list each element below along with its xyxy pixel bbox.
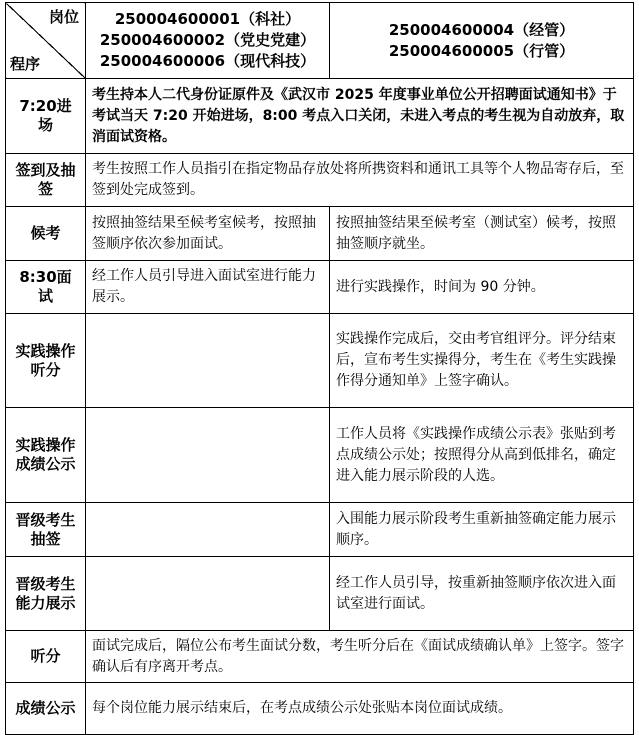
row-waiting: [6, 207, 634, 261]
step-label: 听分: [6, 631, 86, 683]
row-practical-score: [6, 314, 634, 408]
step-label: 晋级考生能力展示: [6, 557, 86, 631]
step-text-group-a: 按照抽签结果至候考室候考，按照抽签顺序依次参加面试。: [86, 207, 330, 261]
step-text-group-a: [86, 503, 330, 557]
step-label: 7:20进场: [6, 79, 86, 154]
step-text: 每个岗位能力展示结束后，在考点成绩公示处张贴本岗位面试成绩。: [86, 683, 634, 735]
header-procedure-label: 程序: [10, 55, 41, 73]
row-entry: [6, 79, 634, 154]
step-text-group-a: [86, 408, 330, 503]
step-text: 面试完成后，隔位公布考生面试分数，考生听分后在《面试成绩确认单》上签字。签字确认后有序离开考点。: [86, 631, 634, 683]
step-label: 8:30面试: [6, 261, 86, 314]
position-code: 250004600006（现代科技）: [99, 52, 316, 70]
position-code: 250004600002（党史党建）: [99, 31, 316, 49]
step-text-group-b: 工作人员将《实践操作成绩公示表》张贴到考点成绩公示处；按照得分从高到低排名，确定进入能力展示阶段的人选。: [330, 408, 634, 503]
row-interview: [6, 261, 634, 314]
step-text-group-a: [86, 314, 330, 408]
row-score-listening: [6, 631, 634, 683]
header-corner-cell: [6, 3, 86, 79]
header-group-b: [330, 3, 634, 79]
step-label: 实践操作成绩公示: [6, 408, 86, 503]
interview-procedure-table: [5, 2, 634, 735]
step-text-group-a: 经工作人员引导进入面试室进行能力展示。: [86, 261, 330, 314]
row-finalist-showcase: [6, 557, 634, 631]
step-label: 成绩公示: [6, 683, 86, 735]
step-label: 晋级考生抽签: [6, 503, 86, 557]
step-label: 候考: [6, 207, 86, 261]
row-practical-publish: [6, 408, 634, 503]
step-text-group-b: 经工作人员引导，按重新抽签顺序依次进入面试室进行面试。: [330, 557, 634, 631]
step-text: 考生按照工作人员指引在指定物品存放处将所携资料和通讯工具等个人物品寄存后，至签到处完成签到。: [86, 154, 634, 207]
row-finalist-draw: [6, 503, 634, 557]
step-text-group-b: 入围能力展示阶段考生重新抽签确定能力展示顺序。: [330, 503, 634, 557]
step-label: 实践操作听分: [6, 314, 86, 408]
step-text-group-b: 进行实践操作，时间为 90 分钟。: [330, 261, 634, 314]
position-code: 250004600001（科社）: [114, 10, 301, 28]
step-text: 考生持本人二代身份证原件及《武汉市 2025 年度事业单位公开招聘面试通知书》于考试当天 7:20 开始进场，8:00 考点入口关闭，未进入考点的考生视为自动放弃，取消面试资格。: [86, 79, 634, 154]
position-code: 250004600005（行管）: [388, 41, 575, 60]
header-position-label: 岗位: [48, 8, 79, 26]
step-text-group-b: 按照抽签结果至候考室（测试室）候考，按照抽签顺序就坐。: [330, 207, 634, 261]
row-score-publish: [6, 683, 634, 735]
step-text-group-a: [86, 557, 330, 631]
step-text-group-b: 实践操作完成后，交由考官组评分。评分结束后，宣布考生实操得分，考生在《考生实践操作得分通知单》上签字确认。: [330, 314, 634, 408]
row-sign-in: [6, 154, 634, 207]
step-label: 签到及抽签: [6, 154, 86, 207]
header-group-a: [86, 3, 330, 79]
position-code: 250004600004（经管）: [388, 20, 575, 39]
header-row: [6, 3, 634, 79]
